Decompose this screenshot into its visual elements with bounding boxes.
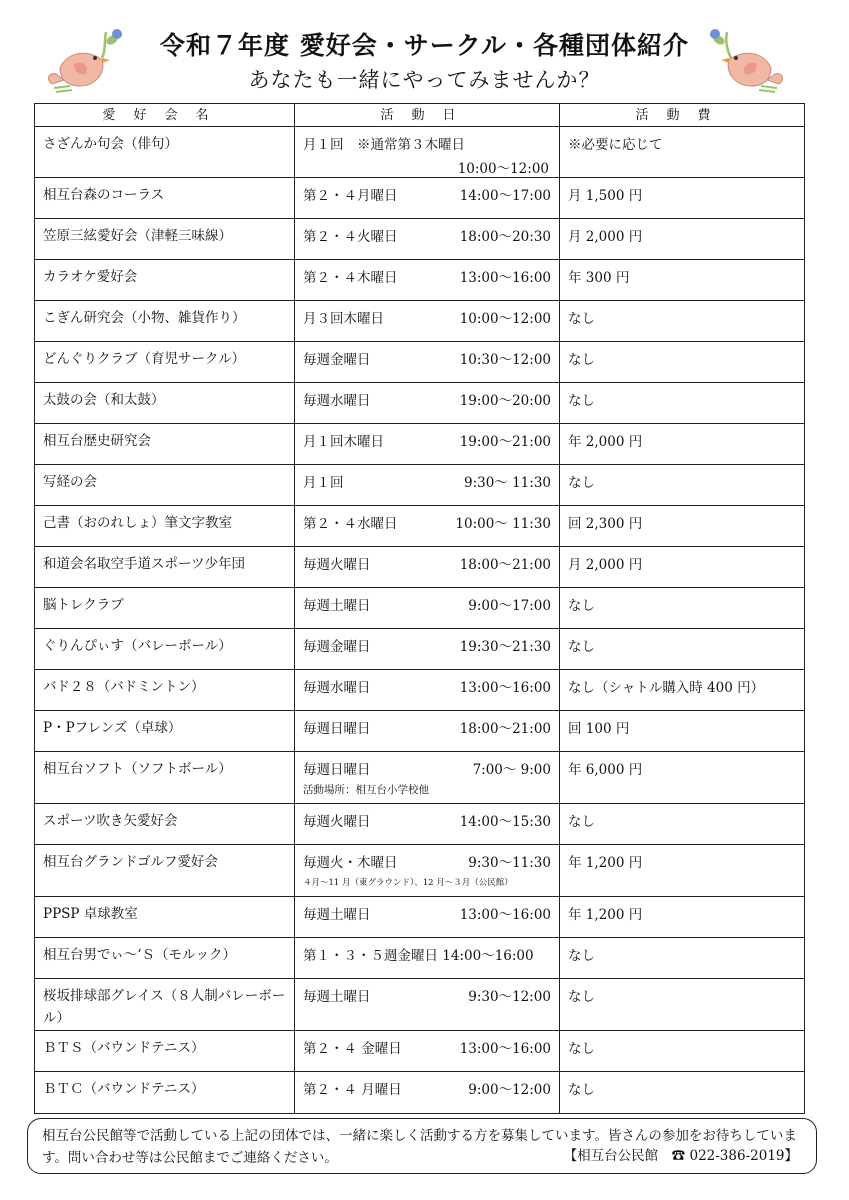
activity-cell <box>295 424 560 465</box>
table-row <box>35 804 805 845</box>
table-row <box>35 383 805 424</box>
table-row <box>35 938 805 979</box>
contact-info: 【相互台公民館 ☎ 022-386-2019】 <box>563 1148 798 1164</box>
activity-day: 毎週火曜日 <box>303 814 371 830</box>
activity-time: 9:00～17:00 <box>468 598 551 614</box>
activity-fee: なし <box>560 979 805 1031</box>
activity-cell <box>295 804 560 845</box>
activity-fee: 回 2,300 円 <box>560 506 805 547</box>
activity-day: 毎週火・木曜日 <box>303 855 398 871</box>
table-row <box>35 547 805 588</box>
activity-cell <box>295 342 560 383</box>
table-row <box>35 1072 805 1114</box>
activity-cell <box>295 897 560 938</box>
activity-fee: なし <box>560 301 805 342</box>
table-row <box>35 260 805 301</box>
activity-day: 毎週火曜日 <box>303 557 371 573</box>
activity-day: 毎週日曜日 <box>303 721 371 737</box>
activity-fee: なし <box>560 1031 805 1072</box>
activity-time: 9:30～11:30 <box>468 855 551 871</box>
activity-note: ４月～11 月（東グラウンド）、12 月～３月（公民館） <box>303 878 513 888</box>
activity-day: 毎週土曜日 <box>303 907 371 923</box>
activity-time: 14:00～15:30 <box>459 814 551 830</box>
activity-time: 14:00～17:00 <box>459 188 551 204</box>
activity-time: 7:00～ 9:00 <box>472 762 551 778</box>
circle-name: 相互台ソフト（ソフトボール） <box>35 752 295 804</box>
activity-time: 18:00～21:00 <box>459 557 551 573</box>
activity-day: 毎週金曜日 <box>303 639 371 655</box>
column-header-name: 愛好会名 <box>35 104 295 127</box>
header <box>0 0 849 100</box>
activity-cell <box>295 711 560 752</box>
circle-name: スポーツ吹き矢愛好会 <box>35 804 295 845</box>
activity-fee: 月 2,000 円 <box>560 547 805 588</box>
table-row <box>35 219 805 260</box>
activity-day: 第２・４ 金曜日 <box>303 1041 402 1057</box>
circle-name: 相互台森のコーラス <box>35 178 295 219</box>
table-header-row <box>35 104 805 127</box>
activity-fee: なし（シャトル購入時 400 円） <box>560 670 805 711</box>
activity-fee: 月 1,500 円 <box>560 178 805 219</box>
activity-cell <box>295 845 560 897</box>
table-row <box>35 845 805 897</box>
activity-time: 10:00～12:00 <box>457 161 549 177</box>
activity-cell <box>295 670 560 711</box>
circle-name: 笠原三絃愛好会（津軽三味線） <box>35 219 295 260</box>
activity-day: 第２・４月曜日 <box>303 188 398 204</box>
table-row <box>35 301 805 342</box>
activity-time: 19:30～21:30 <box>459 639 551 655</box>
activity-fee: 年 300 円 <box>560 260 805 301</box>
activity-day: 第１・３・５週金曜日 14:00～16:00 <box>303 948 534 964</box>
activity-cell <box>295 979 560 1031</box>
table-row <box>35 342 805 383</box>
circle-name: こぎん研究会（小物、雑貨作り） <box>35 301 295 342</box>
activity-time: 18:00～21:00 <box>459 721 551 737</box>
page-subtitle: あなたも一緒にやってみませんか？ <box>248 68 601 92</box>
activity-day: 月３回木曜日 <box>303 311 384 327</box>
circle-name: どんぐりクラブ（育児サークル） <box>35 342 295 383</box>
activity-fee: なし <box>560 1072 805 1114</box>
activity-cell <box>295 1031 560 1072</box>
column-header-day: 活動日 <box>295 104 560 127</box>
activity-cell <box>295 1072 560 1114</box>
activity-fee: 年 1,200 円 <box>560 845 805 897</box>
circle-name: 和道会名取空手道スポーツ少年団 <box>35 547 295 588</box>
activity-cell <box>295 588 560 629</box>
activity-day: 月１回 <box>303 475 344 491</box>
activity-fee: なし <box>560 629 805 670</box>
activity-cell <box>295 219 560 260</box>
table-row <box>35 752 805 804</box>
activity-cell <box>295 178 560 219</box>
table-row <box>35 629 805 670</box>
activity-time: 9:00～12:00 <box>468 1082 551 1098</box>
activity-time: 13:00～16:00 <box>459 907 551 923</box>
activity-fee: ※必要に応じて <box>560 127 805 178</box>
table-row <box>35 897 805 938</box>
table-row <box>35 588 805 629</box>
activity-cell <box>295 752 560 804</box>
activity-note: 活動場所：相互台小学校他 <box>303 784 429 796</box>
activity-cell <box>295 629 560 670</box>
circle-name: 相互台男でぃ～‘Ｓ（モルック） <box>35 938 295 979</box>
activity-day: 毎週土曜日 <box>303 989 371 1005</box>
activity-day: 第２・４水曜日 <box>303 516 398 532</box>
activity-day: 月１回 ※通常第３木曜日 <box>303 137 465 153</box>
circle-name: PPSP 卓球教室 <box>35 897 295 938</box>
table-row <box>35 1031 805 1072</box>
activity-fee: 月 2,000 円 <box>560 219 805 260</box>
circle-name: ぐりんぴぃす（バレーボール） <box>35 629 295 670</box>
activity-fee: なし <box>560 938 805 979</box>
activity-fee: 年 1,200 円 <box>560 897 805 938</box>
circle-name: 己書（おのれしょ）筆文字教室 <box>35 506 295 547</box>
activity-cell <box>295 938 560 979</box>
table-row <box>35 506 805 547</box>
footer-notice <box>27 1118 817 1174</box>
activity-day: 月１回木曜日 <box>303 434 384 450</box>
circle-name: 脳トレクラブ <box>35 588 295 629</box>
activity-time: 10:00～ 11:30 <box>455 516 551 532</box>
activity-day: 毎週土曜日 <box>303 598 371 614</box>
table-row <box>35 424 805 465</box>
activity-day: 毎週水曜日 <box>303 393 371 409</box>
activity-fee: 回 100 円 <box>560 711 805 752</box>
circle-name: 太鼓の会（和太鼓） <box>35 383 295 424</box>
activity-time: 13:00～16:00 <box>459 1041 551 1057</box>
circle-name: 桜坂排球部グレイス（８人制バレーボール） <box>35 979 295 1031</box>
activity-time: 13:00～16:00 <box>459 680 551 696</box>
activity-fee: なし <box>560 588 805 629</box>
activity-day: 第２・４火曜日 <box>303 229 398 245</box>
activity-day: 毎週金曜日 <box>303 352 371 368</box>
activity-cell <box>295 260 560 301</box>
activity-time: 19:00～21:00 <box>459 434 551 450</box>
table-row <box>35 127 805 178</box>
page-title: 令和７年度 愛好会・サークル・各種団体紹介 <box>160 31 689 60</box>
circle-name: P・Pフレンズ（卓球） <box>35 711 295 752</box>
column-header-fee: 活動費 <box>560 104 805 127</box>
activity-cell <box>295 506 560 547</box>
activity-fee: なし <box>560 342 805 383</box>
activity-fee: なし <box>560 383 805 424</box>
footer-text: 相互台公民館等で活動している上記の団体では、一緒に楽しく活動する方を募集しています。皆さんの参加をお待ちしています。問い合わせ等は公民館までご連絡ください。 <box>42 1128 797 1166</box>
circle-table <box>34 103 805 1114</box>
activity-day: 第２・４ 月曜日 <box>303 1082 402 1098</box>
activity-cell <box>295 547 560 588</box>
activity-fee: なし <box>560 465 805 506</box>
activity-cell <box>295 465 560 506</box>
table-row <box>35 979 805 1031</box>
circle-name: ＢＴＳ（バウンドテニス） <box>35 1031 295 1072</box>
circle-name: バド２８（バドミントン） <box>35 670 295 711</box>
table-row <box>35 178 805 219</box>
table-row <box>35 465 805 506</box>
table-row <box>35 670 805 711</box>
activity-time: 10:30～12:00 <box>459 352 551 368</box>
activity-cell <box>295 127 560 178</box>
circle-name: 写経の会 <box>35 465 295 506</box>
circle-name: ＢＴＣ（バウンドテニス） <box>35 1072 295 1114</box>
activity-cell <box>295 301 560 342</box>
activity-day: 毎週水曜日 <box>303 680 371 696</box>
activity-day: 毎週日曜日 <box>303 762 371 778</box>
activity-time: 18:00～20:30 <box>459 229 551 245</box>
circle-name: さざんか句会（俳句） <box>35 127 295 178</box>
activity-time: 19:00～20:00 <box>459 393 551 409</box>
activity-cell <box>295 383 560 424</box>
activity-day: 第２・４木曜日 <box>303 270 398 286</box>
activity-time: 9:30～12:00 <box>468 989 551 1005</box>
activity-time: 9:30～ 11:30 <box>463 475 551 491</box>
activity-fee: 年 2,000 円 <box>560 424 805 465</box>
activity-fee: 年 6,000 円 <box>560 752 805 804</box>
activity-time: 13:00～16:00 <box>459 270 551 286</box>
activity-time: 10:00～12:00 <box>459 311 551 327</box>
circle-name: 相互台グランドゴルフ愛好会 <box>35 845 295 897</box>
table-row <box>35 711 805 752</box>
circle-name: カラオケ愛好会 <box>35 260 295 301</box>
activity-fee: なし <box>560 804 805 845</box>
circle-name: 相互台歴史研究会 <box>35 424 295 465</box>
